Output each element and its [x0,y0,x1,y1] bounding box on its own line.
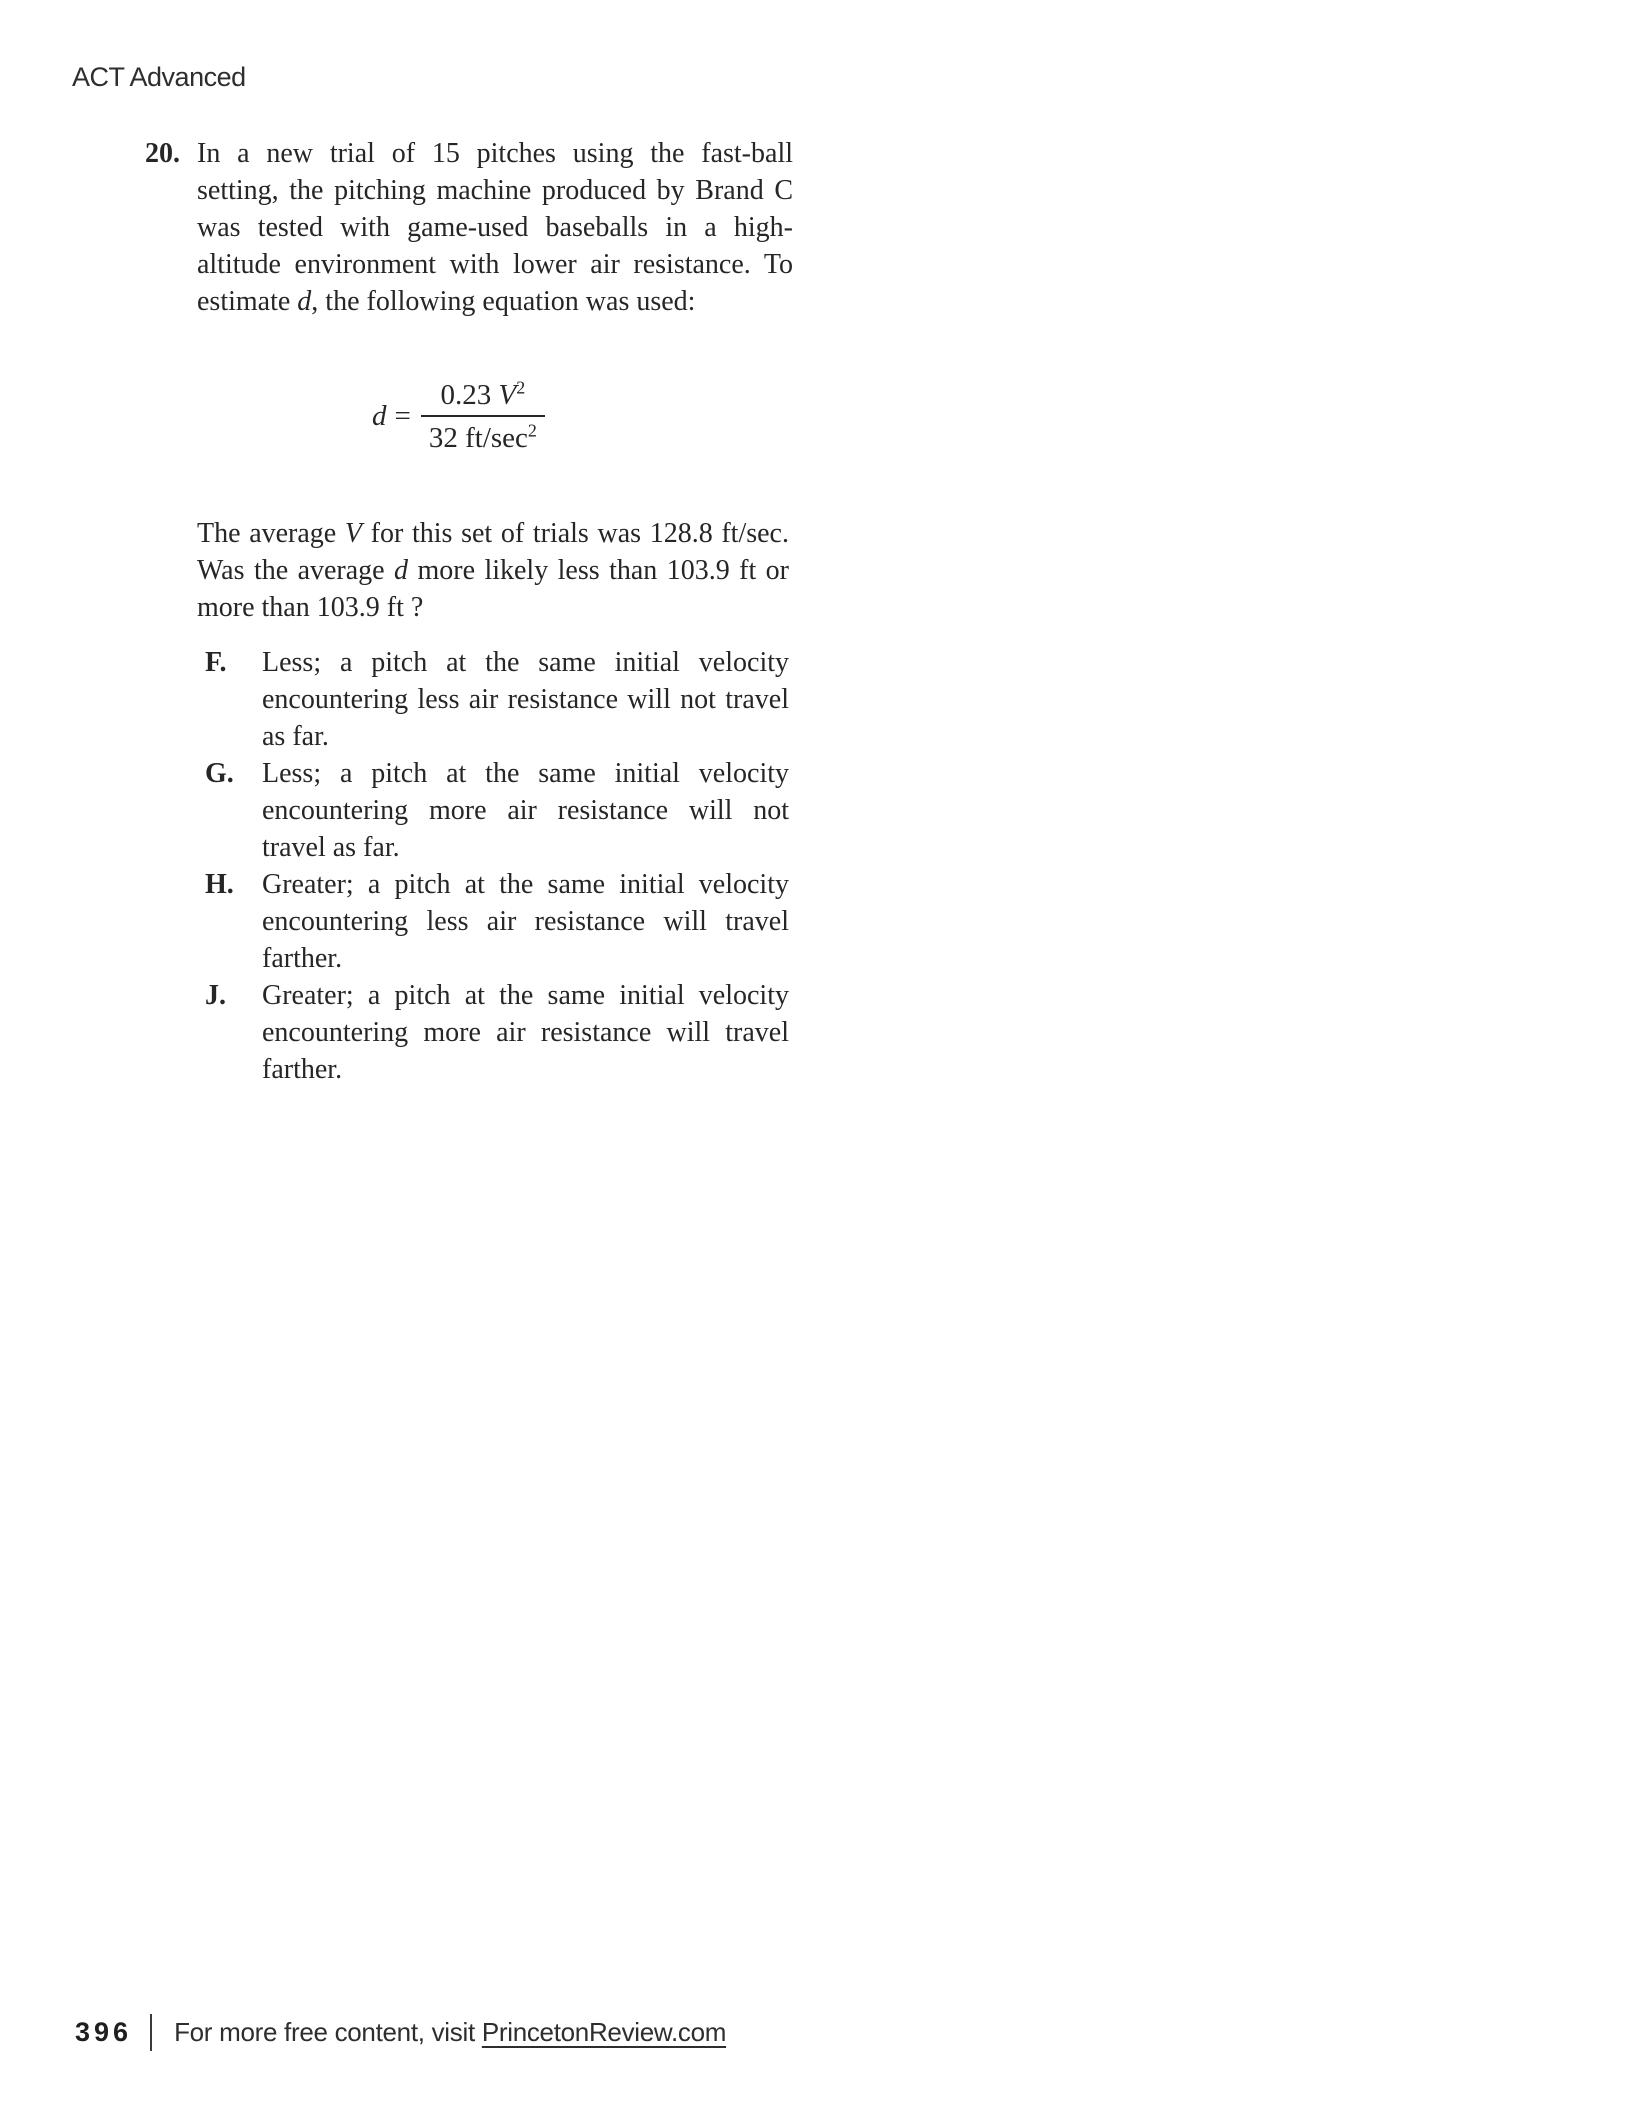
equation-lhs: d [372,400,387,432]
footer-text: For more free content, visit [174,2017,482,2047]
answer-choices [205,644,789,1088]
footer-divider [150,2014,152,2051]
choice-f-letter: F. [205,647,227,678]
fraction-denominator: 32 $ft/\sec^2$ [428,420,537,454]
question-20 [145,135,793,320]
choice-h-text: Greater; a pitch at the same initial velocity encountering less air resistance will travel farther. [262,869,789,974]
question-prompt: In a new trial of 15 pitches using the fast-ball setting, the pitching machine produced by Brand C was tested with game-used baseballs in a high-altitude environment with lower air resistance. To estimate d, the following equation was used: [197,138,793,317]
choice-h-letter: H. [205,869,234,900]
fraction-numerator: 0.23 $V^2$ [440,377,526,411]
equation [372,378,545,455]
footer-link-princetonreview[interactable]: PrincetonReview.com [481,2017,727,2047]
choice-j [205,977,789,1088]
choice-g [205,755,789,866]
choice-g-text: Less; a pitch at the same initial velocity encountering more air resistance will not travel as far. [262,758,789,863]
equation-fraction [421,378,545,455]
choice-h [205,866,789,977]
question-followup: The average V for this set of trials was 128.8 ft/sec. Was the average d more likely less than 103.9 ft or more than 103.9 ft ? [197,518,789,623]
choice-f [205,644,789,755]
choice-j-letter: J. [205,980,226,1011]
question-number: 20. [145,138,180,169]
page-number: 396 [75,2017,133,2047]
running-head: ACT Advanced [72,62,246,92]
choice-f-text: Less; a pitch at the same initial velocity encountering less air resistance will not travel as far. [262,647,789,752]
choice-j-text: Greater; a pitch at the same initial velocity encountering more air resistance will travel farther. [262,980,789,1085]
page-footer [75,2014,726,2051]
choice-g-letter: G. [205,758,234,789]
equation-equals: = [394,400,411,432]
